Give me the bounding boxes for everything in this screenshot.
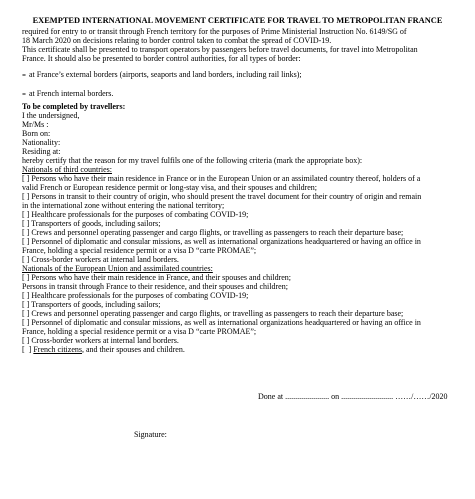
criteria-line[interactable]: [ ] Personnel of diplomatic and consular missions, as well as international organizations headquartered or having an office in [22,237,421,246]
criteria-line[interactable]: [ ] Crews and personnel operating passenger and cargo flights, or travelling as passengers to reach their departure base; [22,228,404,237]
border-type-text: at France’s external borders (airports, seaports and land borders, including rail links); [29,70,302,79]
dash-bullet: - [22,67,26,81]
document-title: EXEMPTED INTERNATIONAL MOVEMENT CERTIFICATE FOR TRAVEL TO METROPOLITAN FRANCE [32,16,443,25]
done-at-line: Done at ...................... on .......................... ……/……/2020 [258,392,448,401]
criteria-line[interactable]: [ ] Persons who have their main residence in France, and their spouses and children; [22,273,292,282]
border-type-text: at French internal borders. [29,89,114,98]
intro-line: 18 March 2020 on decisions relating to border control taken to combat the spread of COVID-19. [22,36,332,45]
border-type-item [22,88,113,99]
criteria-line[interactable]: [ ] Persons who have their main residence in France or in the European Union or an assimilated country thereof, holders of a [22,174,421,183]
criteria-line: France, holding a special residence permit or a visa D “carte PROMAE”; [22,327,257,336]
signature-label: Signature: [134,430,167,439]
criteria-line[interactable]: [ ] Persons in transit to their country of origin, who should present the travel document for their country of origin and remain [22,192,422,201]
criteria-line[interactable]: [ ] Crews and personnel operating passenger and cargo flights, or travelling as passengers to reach their departure base; [22,309,404,318]
criteria-line[interactable]: [ ] Personnel of diplomatic and consular missions, as well as international organizations headquartered or having an office in [22,318,421,327]
criteria-line[interactable]: [ ] Healthcare professionals for the purposes of combating COVID-19; [22,291,249,300]
criteria-suffix: , and their spouses and children. [81,345,185,354]
french-citizens-label: French citizens [33,345,82,354]
criteria-line: Persons in transit through France to their residence, and their spouses and children; [22,282,288,291]
criteria-line[interactable]: [ ] Cross-border workers at internal land borders. [22,255,179,264]
third-countries-heading: Nationals of third countries: [22,165,112,174]
intro-line: France. It should also be presented to border control authorities, for all types of border: [22,54,301,63]
criteria-line[interactable] [22,345,185,355]
identity-field: Nationality: [22,138,61,147]
intro-line: This certificate shall be presented to transport operators by passengers before travel documents, for travel into Metropolitan [22,45,418,54]
border-type-item [22,69,302,80]
identity-field: I the undersigned, [22,111,80,120]
identity-field: Born on: [22,129,51,138]
identity-field: Residing at: [22,147,61,156]
identity-field: Mr/Ms : [22,120,49,129]
dash-bullet: - [22,86,26,100]
criteria-line[interactable]: [ ] Cross-border workers at internal land borders. [22,336,179,345]
eu-nationals-heading: Nationals of the European Union and assimilated countries: [22,264,213,273]
criteria-line[interactable]: [ ] Healthcare professionals for the purposes of combating COVID-19; [22,210,249,219]
criteria-line: in the international zone without entering the national territory; [22,201,225,210]
criteria-line: France, holding a special residence permit or a visa D “carte PROMAE”; [22,246,257,255]
criteria-line[interactable]: [ ] Transporters of goods, including sailors; [22,300,161,309]
criteria-line[interactable]: [ ] Transporters of goods, including sailors; [22,219,161,228]
checkbox-prefix: [ ] [22,345,34,354]
certify-text: hereby certify that the reason for my travel fulfils one of the following criteria (mark the appropriate box): [22,156,363,165]
travellers-heading: To be completed by travellers: [22,102,126,111]
criteria-line: valid French or European residence permit or long-stay visa, and their spouses and children; [22,183,318,192]
intro-line: required for entry to or transit through French territory for the purposes of Prime Ministerial Instruction No. 6149/SG of [22,27,407,36]
